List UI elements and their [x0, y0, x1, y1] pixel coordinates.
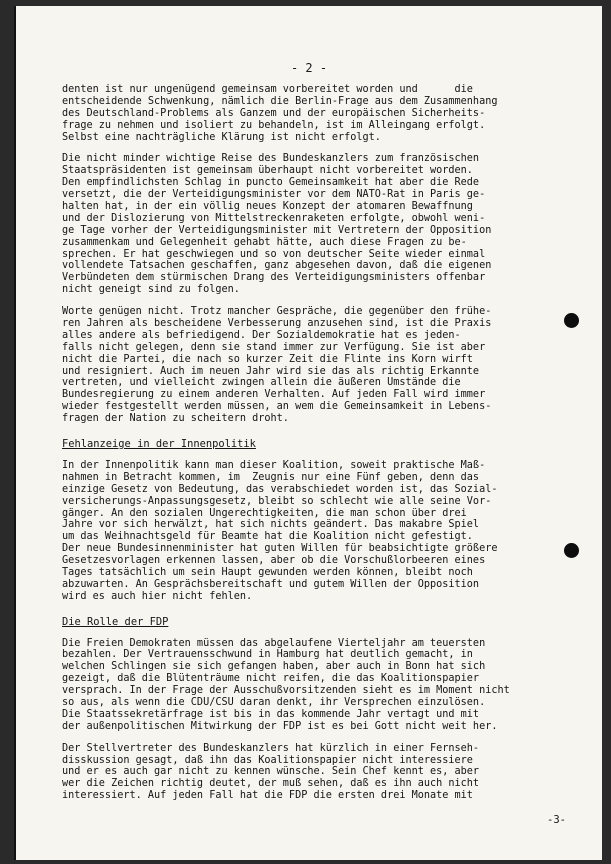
- text-line: und der Dislozierung von Mittelstreckenraketen erfolgte, obwohl weni-: [62, 212, 486, 224]
- text-line: abzuwarten. An Gesprächsbereitschaft und gutem Willen der Opposition: [62, 578, 480, 590]
- text-line: der außenpolitischen Mitwirkung der FDP ist es bei Gott nicht weit her.: [62, 720, 498, 732]
- text-line: nahmen in Betracht kommen, im Zeugnis nur eine Fünf geben, denn das: [62, 471, 480, 483]
- text-line: disskussion gesagt, daß ihn das Koalitionspapier nicht interessiere: [62, 754, 473, 766]
- text-line: Tages tatsächlich um sein Haupt gewunden werden können, bleibt noch: [62, 566, 473, 578]
- paragraph-2: [62, 153, 582, 296]
- text-line: Selbst eine nachträgliche Klärung ist nicht erfolgt.: [62, 131, 381, 143]
- text-line: vertreten, und vielleicht zwingen allein die äußeren Umstände die: [62, 377, 461, 389]
- section-heading-innenpolitik: Fehlanzeige in der Innenpolitik: [62, 438, 256, 451]
- text-line: gänger. An den sozialen Ungerechtigkeiten, die man schon über drei: [62, 507, 467, 519]
- text-line: versicherungs-Anpassungsgesetz, bleibt so schlecht wie alle seine Vor-: [62, 495, 492, 507]
- paragraph-1: [62, 84, 582, 143]
- text-line: des Deutschland-Problems als Ganzem und der europäischen Sicherheits-: [62, 107, 486, 119]
- text-line: entscheidende Schwenkung, nämlich die Berlin-Frage aus dem Zusammenhang: [62, 95, 498, 107]
- text-line: vollendete Tatsachen geschaffen, ganz abgesehen davon, daß die eigenen: [62, 260, 492, 272]
- text-line: Die Staatssekretärfrage ist bis in das kommende Jahr vertagt und mit: [62, 708, 480, 720]
- punch-hole: [564, 313, 579, 328]
- text-line: falls nicht gelegen, denn sie stand immer zur Verfügung. Sie ist aber: [62, 341, 486, 353]
- text-line: welchen Schlingen sie sich gefangen haben, aber auch in Bonn hat sich: [62, 661, 486, 673]
- punch-hole: [564, 543, 579, 558]
- text-line: bezahlen. Der Vertrauensschwund in Hamburg hat deutlich gemacht, in: [62, 649, 473, 661]
- paragraph-5: [62, 638, 582, 733]
- text-line: so aus, als wenn die CDU/CSU daran denkt, ihr Versprechen einzulösen.: [62, 697, 486, 708]
- text-line: ge Tage vorher der Verteidigungsminister mit Vertretern der Opposition: [62, 224, 492, 236]
- text-line: und er es auch gar nicht zu kennen wünsche. Sein Chef kennt es, aber: [62, 766, 480, 778]
- typewritten-page: [14, 6, 602, 860]
- text-line: Verbündeten dem stürmischen Drang des Verteidigungsministers offenbar: [62, 272, 486, 284]
- continuation-marker: -3-: [547, 814, 566, 826]
- text-line: zusammenkam und Gelegenheit gehabt hätte, auch diese Fragen zu be-: [62, 236, 467, 248]
- paragraph-3: [62, 306, 582, 425]
- text-line: fragen der Nation zu scheitern droht.: [62, 413, 289, 425]
- text-line: In der Innenpolitik kann man dieser Koalition, soweit praktische Maß-: [62, 459, 486, 471]
- text-line: Gesetzesvorlagen erkennen lassen, aber ob die Vorschußlorbeeren eines: [62, 555, 486, 567]
- text-line: gezeigt, daß die Blütenträume nicht reifen, die das Koalitionspapier: [62, 673, 480, 685]
- text-line: interessiert. Auf jeden Fall hat die FDP die ersten drei Monate mit: [62, 790, 473, 802]
- text-line: versprach. In der Frage der Ausschußvorsitzenden sieht es im Moment nicht: [62, 685, 510, 697]
- text-line: versetzt, die der Verteidigungsminister vor dem NATO-Rat in Paris ge-: [62, 189, 486, 201]
- section-heading-fdp: Die Rolle der FDP: [62, 615, 169, 628]
- text-line: denten ist nur ungenügend gemeinsam vorbereitet worden und die: [62, 84, 473, 95]
- body-text: [62, 84, 582, 812]
- text-line: Der neue Bundesinnenminister hat guten Willen für beabsichtigte größere: [62, 543, 498, 555]
- text-line: einzige Gesetz von Bedeutung, das verabschiedet worden ist, das Sozial-: [62, 483, 498, 495]
- text-line: Bundesregierung zu einem anderen Verhalten. Auf jeden Fall wird immer: [62, 389, 486, 401]
- page-number: - 2 -: [290, 61, 328, 75]
- text-line: Die nicht minder wichtige Reise des Bundeskanzlers zum französischen: [62, 153, 480, 165]
- text-line: frage zu nehmen und isoliert zu behandeln, ist im Alleingang erfolgt.: [62, 119, 486, 131]
- text-line: Die Freien Demokraten müssen das abgelaufene Vierteljahr am teuersten: [62, 637, 486, 649]
- text-line: sprechen. Er hat geschwiegen und so von deutscher Seite wieder einmal: [62, 248, 486, 260]
- text-line: nicht geneigt sind zu folgen.: [62, 284, 240, 296]
- text-line: alles andere als befriedigend. Der Sozialdemokratie hat es jeden-: [62, 329, 461, 341]
- paragraph-4: [62, 460, 582, 603]
- text-line: Worte genügen nicht. Trotz mancher Gespräche, die gegenüber den frühe-: [62, 306, 492, 318]
- paragraph-6: [62, 743, 582, 802]
- text-line: Den empfindlichsten Schlag in puncto Gemeinsamkeit hat aber die Rede: [62, 177, 480, 189]
- text-line: Staatspräsidenten ist gemeinsam überhaupt nicht vorbereitet worden.: [62, 165, 473, 177]
- text-line: ren Jahren als bescheidene Verbesserung anzusehen sind, ist die Praxis: [62, 318, 492, 330]
- text-line: um das Weihnachtsgeld für Beamte hat die Koalition nicht gefestigt.: [62, 531, 473, 543]
- text-line: Jahre vor sich herwälzt, hat sich nichts geändert. Das makabre Spiel: [62, 519, 480, 531]
- text-line: wieder festgestellt werden müssen, an wem die Gemeinsamkeit in Lebens-: [62, 401, 492, 413]
- text-line: wer die Zeichen richtig deutet, der muß sehen, daß es ihn auch nicht: [62, 778, 480, 790]
- text-line: wird es auch hier nicht fehlen.: [62, 590, 253, 602]
- text-line: nicht die Partei, die nach so kurzer Zeit die Flinte ins Korn wirft: [62, 353, 473, 365]
- text-line: Der Stellvertreter des Bundeskanzlers hat kürzlich in einer Fernseh-: [62, 742, 480, 754]
- text-line: und resigniert. Auch im neuen Jahr wird sie das als richtig Erkannte: [62, 365, 480, 377]
- text-line: halten hat, in der ein völlig neues Konzept der atomaren Bewaffnung: [62, 201, 473, 213]
